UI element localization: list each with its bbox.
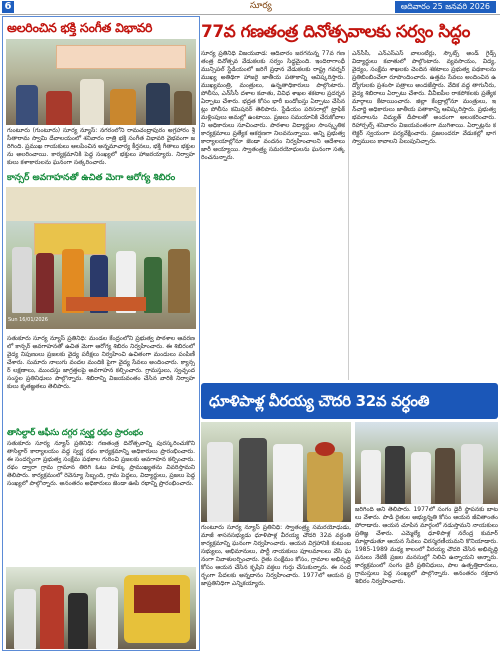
page-header xyxy=(0,0,500,15)
story2-photo-caption: Sun 16/01/2026 xyxy=(8,317,48,323)
story3-body: సతుకూరు సూర్య న్యూస్ ప్రతినిధి: గణతంత్ర దినోత్సవాన్ని పురస్కరించుకొని తాసిల్దార్ కార్యాలయం వద్ద స్వర్ణ రథం కార్యక్రమాన్ని అధికారులు ప్రారంభించారు. ఈ సందర్భంగా ప్రభుత్వ సంక్షేమ పథకాల గురించి ప్రజలకు అవగాహన కల్పించారు. రథం ద్వారా గ్రామ గ్రామాన తిరిగి ఓటు హక్కు ప్రాముఖ్యతను వివరిస్తామని తెలిపారు. కార్యక్రమంలో రెవెన్యూ సిబ్బంది, గ్రామ పెద్దలు, విద్యార్థులు, ప్రజలు పెద్ద సంఖ్యలో పాల్గొన్నారు. అనంతరం అధికారులు జెండా ఊపి రథాన్ని ప్రారంభించారు. xyxy=(7,440,195,487)
story3-photo xyxy=(6,567,196,649)
story3-subhead: తాసిల్దార్ ఆఫీసు దగ్గర స్వర్ణ రథం ప్రారంభం xyxy=(7,428,144,438)
tribute-story-col1: గుంటూరు సూర్య న్యూస్ ప్రతినిధి: స్వాతంత్ర్య సమరయోధుడు, మాజీ శాసనసభ్యుడు ధూళిపాళ్ల వీరయ్య చౌదరి 32వ వర్ధంతి కార్యక్రమాన్ని ఘనంగా నిర్వహించారు. ఆయన విగ్రహానికి కుటుంబ సభ్యులు, అభిమానులు, పార్టీ నాయకులు పూలమాలలు వేసి ఘనంగా నివాళులర్పించారు. రైతు సంక్షేమం కోసం, గ్రామాల అభివృద్ధి కోసం ఆయన చేసిన కృషిని వక్తలు గుర్తు చేసుకున్నారు. ఈ సందర్భంగా పేదలకు అన్నదానం నిర్వహించారు. 1977లో ఆయన ప్రజాప్రతినిధిగా ఎన్నికయ్యారు. xyxy=(201,524,351,587)
main-headline: 77వ గణతంత్ర దినోత్సవాలకు సర్వం సిద్ధం xyxy=(201,22,470,42)
right-column xyxy=(201,16,498,649)
page-number: 6 xyxy=(2,1,14,13)
tribute-story-col2: జరిగింది అని తెలిపారు. 1977లో సంగం డైరీ స్థాపనకు బాటలు వేశారు. పాడి రైతుల అభ్యున్నతి కోసం ఆయన జీవితాంతం పోరాడారు. ఆయన చూపిన మార్గంలో నడుస్తామని నాయకులు ప్రతిజ్ఞ చేశారు. ఎమ్మెల్యే ధూళిపాళ్ల నరేంద్ర కుమార్ మాట్లాడుతూ ఆయన సేవలు చిరస్మరణీయమని కొనియాడారు. 1985-1989 మధ్య కాలంలో వీరయ్య చౌదరి చేసిన అభివృద్ధి పనులు నేటికీ ప్రజల మనసుల్లో నిలిచి ఉన్నాయని అన్నారు. కార్యక్రమంలో సంగం డైరీ ప్రతినిధులు, పాల ఉత్పత్తిదారులు, గ్రామస్తులు పెద్ద సంఖ్యలో పాల్గొన్నారు. అనంతరం రక్తదాన శిబిరం నిర్వహించారు. xyxy=(355,506,498,585)
story2-body: సతుకూరు సూర్య న్యూస్ ప్రతినిధి: మండల కేంద్రంలోని ప్రభుత్వ పాఠశాల ఆవరణలో కాన్సర్ అవగాహనతో ఉచిత మెగా ఆరోగ్య శిబిరం నిర్వహించారు. ఈ శిబిరంలో వైద్య నిపుణులు ప్రజలకు వైద్య పరీక్షలు నిర్వహించి ఉచితంగా మందులు పంపిణీ చేశారు. సుమారు నాలుగు వందల మందికి పైగా వైద్య సేవలు అందించారు. క్యాన్సర్ లక్షణాలు, ముందస్తు జాగ్రత్తలపై అవగాహన కల్పించారు. గ్రామస్తులు, స్వచ్ఛంద సంస్థల ప్రతినిధులు పాల్గొన్నారు. శిబిరాన్ని విజయవంతం చేసిన వారికి నిర్వాహకులు కృతజ్ఞతలు తెలిపారు. xyxy=(7,335,195,390)
issue-date: ఆదివారం 25 జనవరి 2026 xyxy=(395,1,496,13)
story2-headline: ధూళిపాళ్ల వీరయ్య చౌదరి 32వ వర్ధంతి xyxy=(209,392,430,410)
story1-headline: అలరించిన భక్తి సంగీత విభావరి xyxy=(7,20,153,35)
story2-subhead: కాన్సర్ అవగాహనతో ఉచిత మెగా ఆరోగ్య శిబిరం xyxy=(7,173,176,183)
tribute-photo-left xyxy=(201,422,351,522)
story2-headline-box xyxy=(201,383,498,419)
story1-body: గుంటూరు (గుంటూరు) సూర్య న్యూస్: నగరంలోని రామచంద్రాపురం అగ్రహారం శ్రీ సీతారామ స్వామి దేవాలయంలో శనివారం రాత్రి భక్తి సంగీత విభావరి వైభవంగా జరిగింది. ప్రముఖ గాయకులు ఆలపించిన అన్నమాచార్య కీర్తనలు, భక్తి గీతాలు భక్తులను అలరించాయి. కార్యక్రమానికి పెద్ద సంఖ్యలో భక్తులు హాజరయ్యారు. నిర్వాహకులు కళాకారులను ఘనంగా సత్కరించారు. xyxy=(7,127,195,166)
tribute-photo-right xyxy=(355,422,498,504)
paper-name: సూర్య xyxy=(250,1,272,11)
column-divider xyxy=(348,50,349,380)
main-story-col1: సూర్య ప్రతినిధి విజయవాడ: ఆదివారం జరగనున్న 77వ గణతంత్ర దినోత్సవ వేడుకలకు సర్వం సిద్ధమైంది. ఇందిరాగాంధీ మున్సిపల్ స్టేడియంలో జరిగే ప్రధాన వేడుకలకు రాష్ట్ర గవర్నర్ ముఖ్య అతిథిగా హాజరై జాతీయ పతాకాన్ని ఆవిష్కరిస్తారు. ముఖ్యమంత్రి, మంత్రులు, ఉన్నతాధికారులు పాల్గొంటారు. పోలీసు, ఎన్‌సీసీ దళాల కవాతు, వివిధ శాఖల శకటాల ప్రదర్శన ఏర్పాటు చేశారు. భద్రత కోసం భారీ బందోబస్తు ఏర్పాటు చేసినట్లు పోలీసు కమిషనర్ తెలిపారు. స్టేడియం పరిసరాల్లో ట్రాఫిక్ మళ్లింపులు అమల్లో ఉంటాయి. ప్రజలు సమయానికి చేరుకోవాలని అధికారులు సూచించారు. పాఠశాల విద్యార్థుల సాంస్కృతిక కార్యక్రమాలు ప్రత్యేక ఆకర్షణగా నిలవనున్నాయి. అన్ని ప్రభుత్వ కార్యాలయాల్లోనూ జెండా వందనం నిర్వహించాలని ఆదేశాలు జారీ అయ్యాయి. స్వాతంత్ర్య సమరయోధులను ఘనంగా సత్కరించనున్నారు. xyxy=(201,50,345,161)
story2-photo xyxy=(6,187,196,329)
story1-photo xyxy=(6,39,196,125)
left-column xyxy=(2,16,200,651)
main-story-col2: ఎన్‌సీసీ, ఎన్‌ఎస్‌ఎస్ వాలంటీర్లు, స్కౌట్స్ అండ్ గైడ్స్ విద్యార్థులు కవాతులో పాల్గొంటారు. వ్యవసాయం, విద్య, వైద్యం, సంక్షేమ శాఖలకు చెందిన శకటాలు ప్రభుత్వ పథకాలను ప్రతిబింబించేలా రూపొందించారు. ఉత్తమ సేవలు అందించిన ఉద్యోగులకు ప్రశంసా పత్రాలు అందజేస్తారు. వేదిక వద్ద తాగునీరు, వైద్య శిబిరాలు ఏర్పాటు చేశారు. వీవీఐపీల రాకపోకలకు ప్రత్యేక మార్గాలు కేటాయించారు. జిల్లా కేంద్రాల్లోనూ మంత్రులు, ఇన్‌చార్జి అధికారులు జాతీయ పతాకాన్ని ఆవిష్కరిస్తారు. ప్రభుత్వ భవనాలను విద్యుత్ దీపాలతో అందంగా అలంకరించారు. రిహార్సల్స్ శనివారం విజయవంతంగా ముగిశాయి. ఏర్పాట్లను కలెక్టర్ స్వయంగా పర్యవేక్షించారు. ప్రజలందరూ వేడుకల్లో భాగస్వాములు కావాలని పిలుపునిచ్చారు. xyxy=(352,50,496,145)
